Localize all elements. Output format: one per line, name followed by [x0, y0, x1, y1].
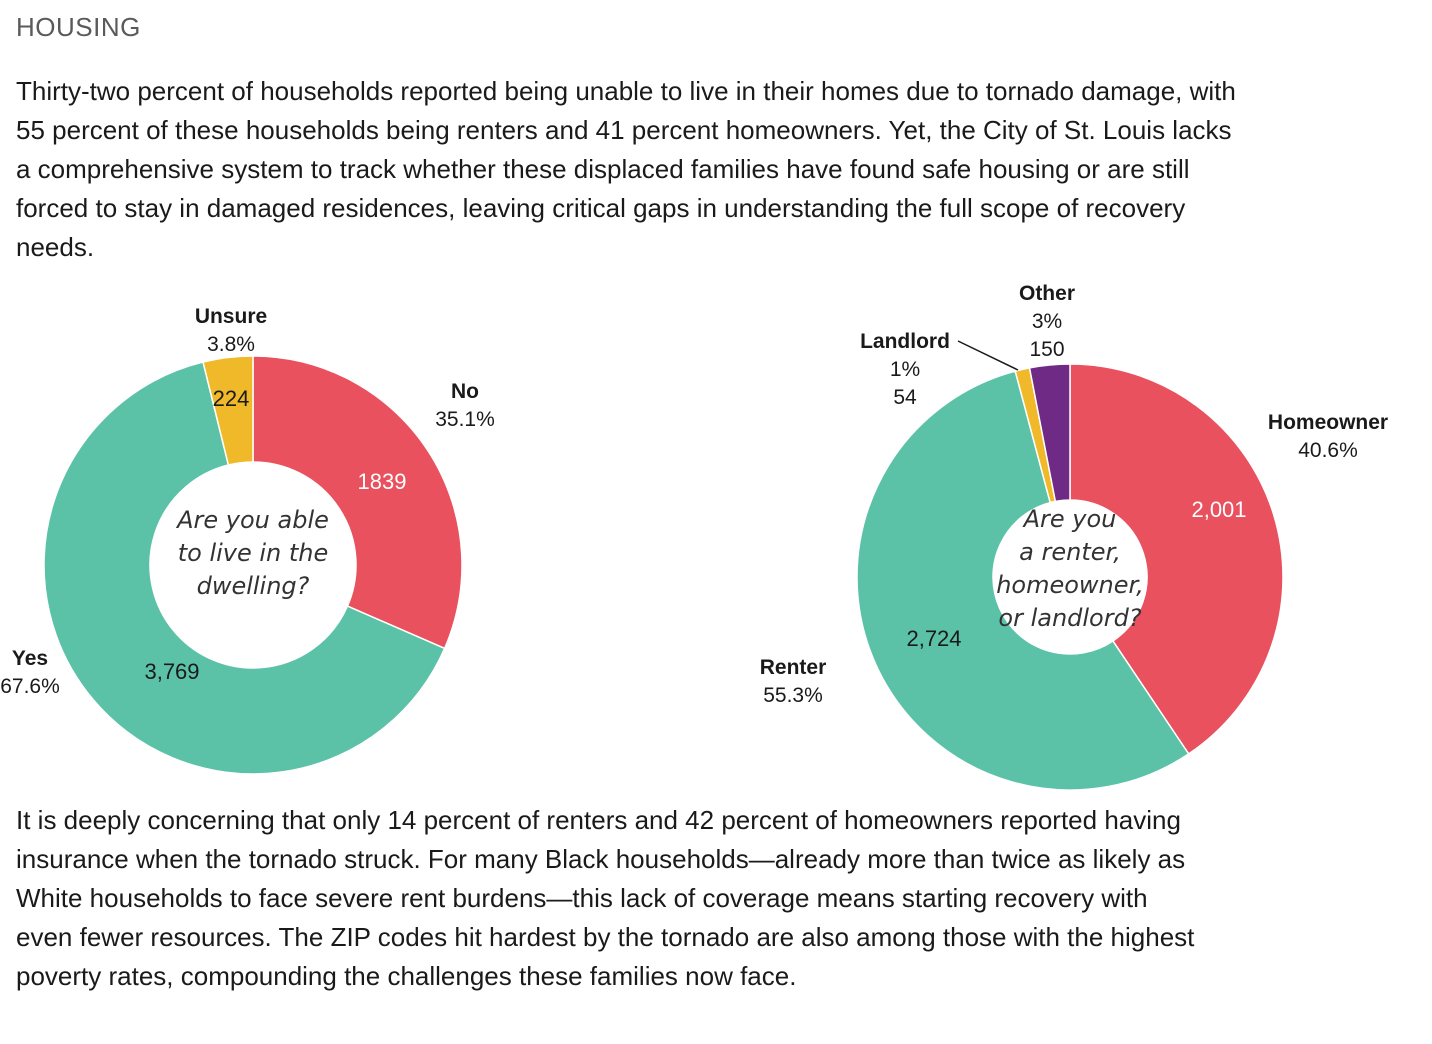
center-question-line: Are you [1023, 505, 1117, 533]
value-label-homeowner: 2,001 [1191, 497, 1247, 522]
percent-label-other: 3% [1031, 310, 1063, 333]
value-label-unsure: 224 [212, 386, 250, 411]
section-label: HOUSING [16, 12, 141, 42]
percent-label-yes: 67.6% [0, 675, 60, 698]
percent-label-landlord: 1% [889, 358, 921, 381]
percent-label-no: 35.1% [435, 408, 495, 431]
center-question-line: to live in the [177, 539, 329, 567]
percent-label-homeowner: 40.6% [1298, 439, 1358, 462]
charts-area [0, 270, 1432, 795]
outro-paragraph: It is deeply concerning that only 14 percent of renters and 42 percent of homeowners reported having insurance when the tornado struck. For many Black households—already more than twice as likely as White households to face severe rent burdens—this lack of coverage means starting recovery with even fewer resources. The ZIP codes hit hardest by the tornado are also among those with the highest poverty rates, compounding the challenges these families now face. [16, 805, 1195, 991]
intro-paragraph: Thirty-two percent of households reported being unable to live in their homes due to tornado damage, with 55 percent of these households being renters and 41 percent homeowners. Yet, the City of St. Louis lacks a comprehensive system to track whether these displaced families have found safe housing or are still forced to stay in damaged residences, leaving critical gaps in understanding the full scope of recovery needs. [16, 76, 1236, 262]
center-question-line: Are you able [177, 506, 329, 534]
value-label-no: 1839 [357, 469, 407, 494]
category-label-other: Other [1018, 282, 1076, 305]
category-label-no: No [451, 380, 479, 403]
center-question-line: a renter, [1019, 538, 1121, 566]
percent-label-renter: 55.3% [763, 684, 823, 707]
category-label-yes: Yes [11, 647, 49, 670]
value-label-other: 150 [1029, 338, 1065, 361]
category-label-renter: Renter [759, 656, 827, 679]
donut-chart-tenure [760, 282, 1388, 790]
leader-line-landlord [958, 341, 1018, 370]
value-label-yes: 3,769 [144, 659, 200, 684]
value-label-landlord: 54 [893, 386, 917, 409]
category-label-unsure: Unsure [194, 305, 268, 328]
percent-label-unsure: 3.8% [207, 333, 255, 356]
value-label-renter: 2,724 [906, 626, 962, 651]
center-question-line: homeowner, [996, 571, 1144, 599]
donut-chart-living [0, 305, 495, 774]
category-label-landlord: Landlord [860, 330, 950, 353]
slice-no [253, 356, 462, 648]
center-question-line: or landlord? [998, 604, 1142, 632]
category-label-homeowner: Homeowner [1267, 411, 1389, 434]
center-question-line: dwelling? [196, 572, 310, 600]
